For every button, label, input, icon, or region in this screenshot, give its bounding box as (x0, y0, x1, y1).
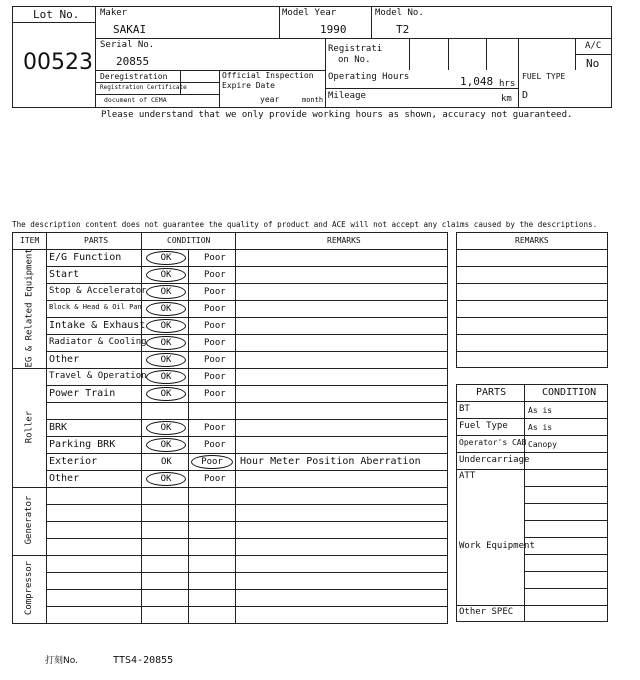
ok-circled: OK (146, 370, 186, 384)
right-remarks-header: REMARKS (515, 236, 549, 245)
ok-circled: OK (146, 438, 186, 452)
maker-value: SAKAI (113, 23, 147, 36)
ok-circled: OK (146, 353, 186, 367)
part-label: Start (49, 269, 80, 280)
parts-row-label: Other SPEC (459, 607, 514, 617)
poor-option: Poor (204, 338, 226, 348)
poor-option: Poor (204, 253, 226, 263)
ok-circled: OK (146, 319, 186, 333)
parts-row-label: BT (459, 404, 470, 414)
lot-no-label: Lot No. (33, 8, 80, 21)
remarks-col-header: REMARKS (327, 236, 361, 245)
serial-no-label: Serial No. (100, 40, 155, 50)
condition-row-value: As is (528, 406, 553, 415)
cema-label: document of CEMA (104, 96, 167, 104)
part-label: Other (49, 473, 80, 484)
item-header: ITEM (20, 236, 40, 245)
parts-row-label: Fuel Type (459, 421, 508, 431)
ok-circled: OK (146, 268, 186, 282)
fuel-type-value: D (522, 90, 529, 101)
operating-hours-value: 1,048 (460, 75, 494, 88)
parts-row-label: Operator's CAB (459, 438, 527, 447)
maker-label: Maker (100, 8, 128, 18)
parts-row-label: ATT (459, 471, 476, 481)
condition-row-value: As is (528, 423, 553, 432)
parts-col-header: PARTS (84, 236, 109, 245)
hrs-unit: hrs (499, 79, 516, 89)
part-label: Parking BRK (49, 439, 116, 450)
poor-option: Poor (204, 440, 226, 450)
group-label: Generator (24, 495, 34, 545)
registration-certificate-label: Registration Certificate (100, 84, 187, 91)
part-label: Intake & Exhaust (49, 320, 146, 331)
year-label: year (260, 95, 280, 104)
ok-circled: OK (146, 472, 186, 486)
lot-number: 00523 (23, 50, 93, 75)
parts-row-label: Work Equipment (459, 541, 535, 551)
part-label: Radiator & Cooling (49, 337, 147, 347)
ok-circled: OK (146, 251, 186, 265)
part-label: Other (49, 354, 80, 365)
model-no-value: T2 (396, 23, 410, 36)
ok-circled: OK (146, 285, 186, 299)
fuel-type-label: FUEL TYPE (522, 72, 566, 81)
poor-option: Poor (204, 321, 226, 331)
model-year-value: 1990 (320, 23, 347, 36)
registration-no-label-1: Registrati (328, 44, 383, 54)
poor-option: Poor (204, 389, 226, 399)
part-label: Exterior (49, 456, 98, 467)
deregistration-label: Deregistration (100, 72, 168, 81)
part-label: BRK (49, 422, 68, 433)
poor-option: Poor (204, 423, 226, 433)
poor-option: Poor (204, 355, 226, 365)
serial-no-value: 20855 (116, 55, 150, 68)
condition-col-header: CONDITION (167, 236, 211, 245)
operating-hours-label: Operating Hours (328, 72, 410, 82)
ok-circled: OK (146, 336, 186, 350)
hours-note: Please understand that we only provide working hours as shown, accuracy not guaranteed. (101, 110, 573, 120)
part-label: Block & Head & Oil Pan (49, 303, 142, 311)
ok-circled: OK (146, 387, 186, 401)
stamp-number-label: 打刻No. (45, 656, 78, 666)
inspection-label-2: Expire Date (222, 81, 275, 90)
part-label: Travel & Operation (49, 371, 147, 381)
poor-circled: Poor (191, 455, 233, 469)
ac-label: A/C (585, 41, 602, 51)
parts-header: PARTS (476, 387, 507, 398)
part-label: Power Train (49, 388, 116, 399)
condition-row-value: Canopy (528, 440, 557, 449)
km-unit: km (501, 94, 512, 104)
part-label: E/G Function (49, 252, 122, 263)
ok-circled: OK (146, 302, 186, 316)
month-label: month (302, 96, 324, 104)
inspection-label-1: Official Inspection (222, 71, 314, 80)
registration-no-label-2: on No. (338, 55, 371, 65)
group-label: EG & Related Equipment (24, 247, 34, 367)
mileage-label: Mileage (328, 91, 366, 101)
disclaimer: The description content does not guarantee the quality of product and ACE will not accept any claims caused by the descriptions. (12, 220, 598, 229)
poor-option: Poor (204, 270, 226, 280)
model-no-label: Model No. (375, 8, 424, 18)
poor-option: Poor (204, 304, 226, 314)
ok-option: OK (161, 457, 172, 467)
stamp-number-value: TTS4-20855 (113, 655, 174, 666)
group-label: Roller (24, 410, 34, 443)
model-year-label: Model Year (282, 8, 337, 18)
part-label: Stop & Accelerator (49, 286, 147, 296)
ac-value: No (586, 57, 600, 70)
poor-option: Poor (204, 474, 226, 484)
remark-text: Hour Meter Position Aberration (240, 456, 421, 467)
condition-header: CONDITION (542, 387, 597, 398)
ok-circled: OK (146, 421, 186, 435)
group-label: Compressor (24, 560, 34, 616)
poor-option: Poor (204, 287, 226, 297)
parts-row-label: Undercarriage (459, 455, 530, 465)
poor-option: Poor (204, 372, 226, 382)
